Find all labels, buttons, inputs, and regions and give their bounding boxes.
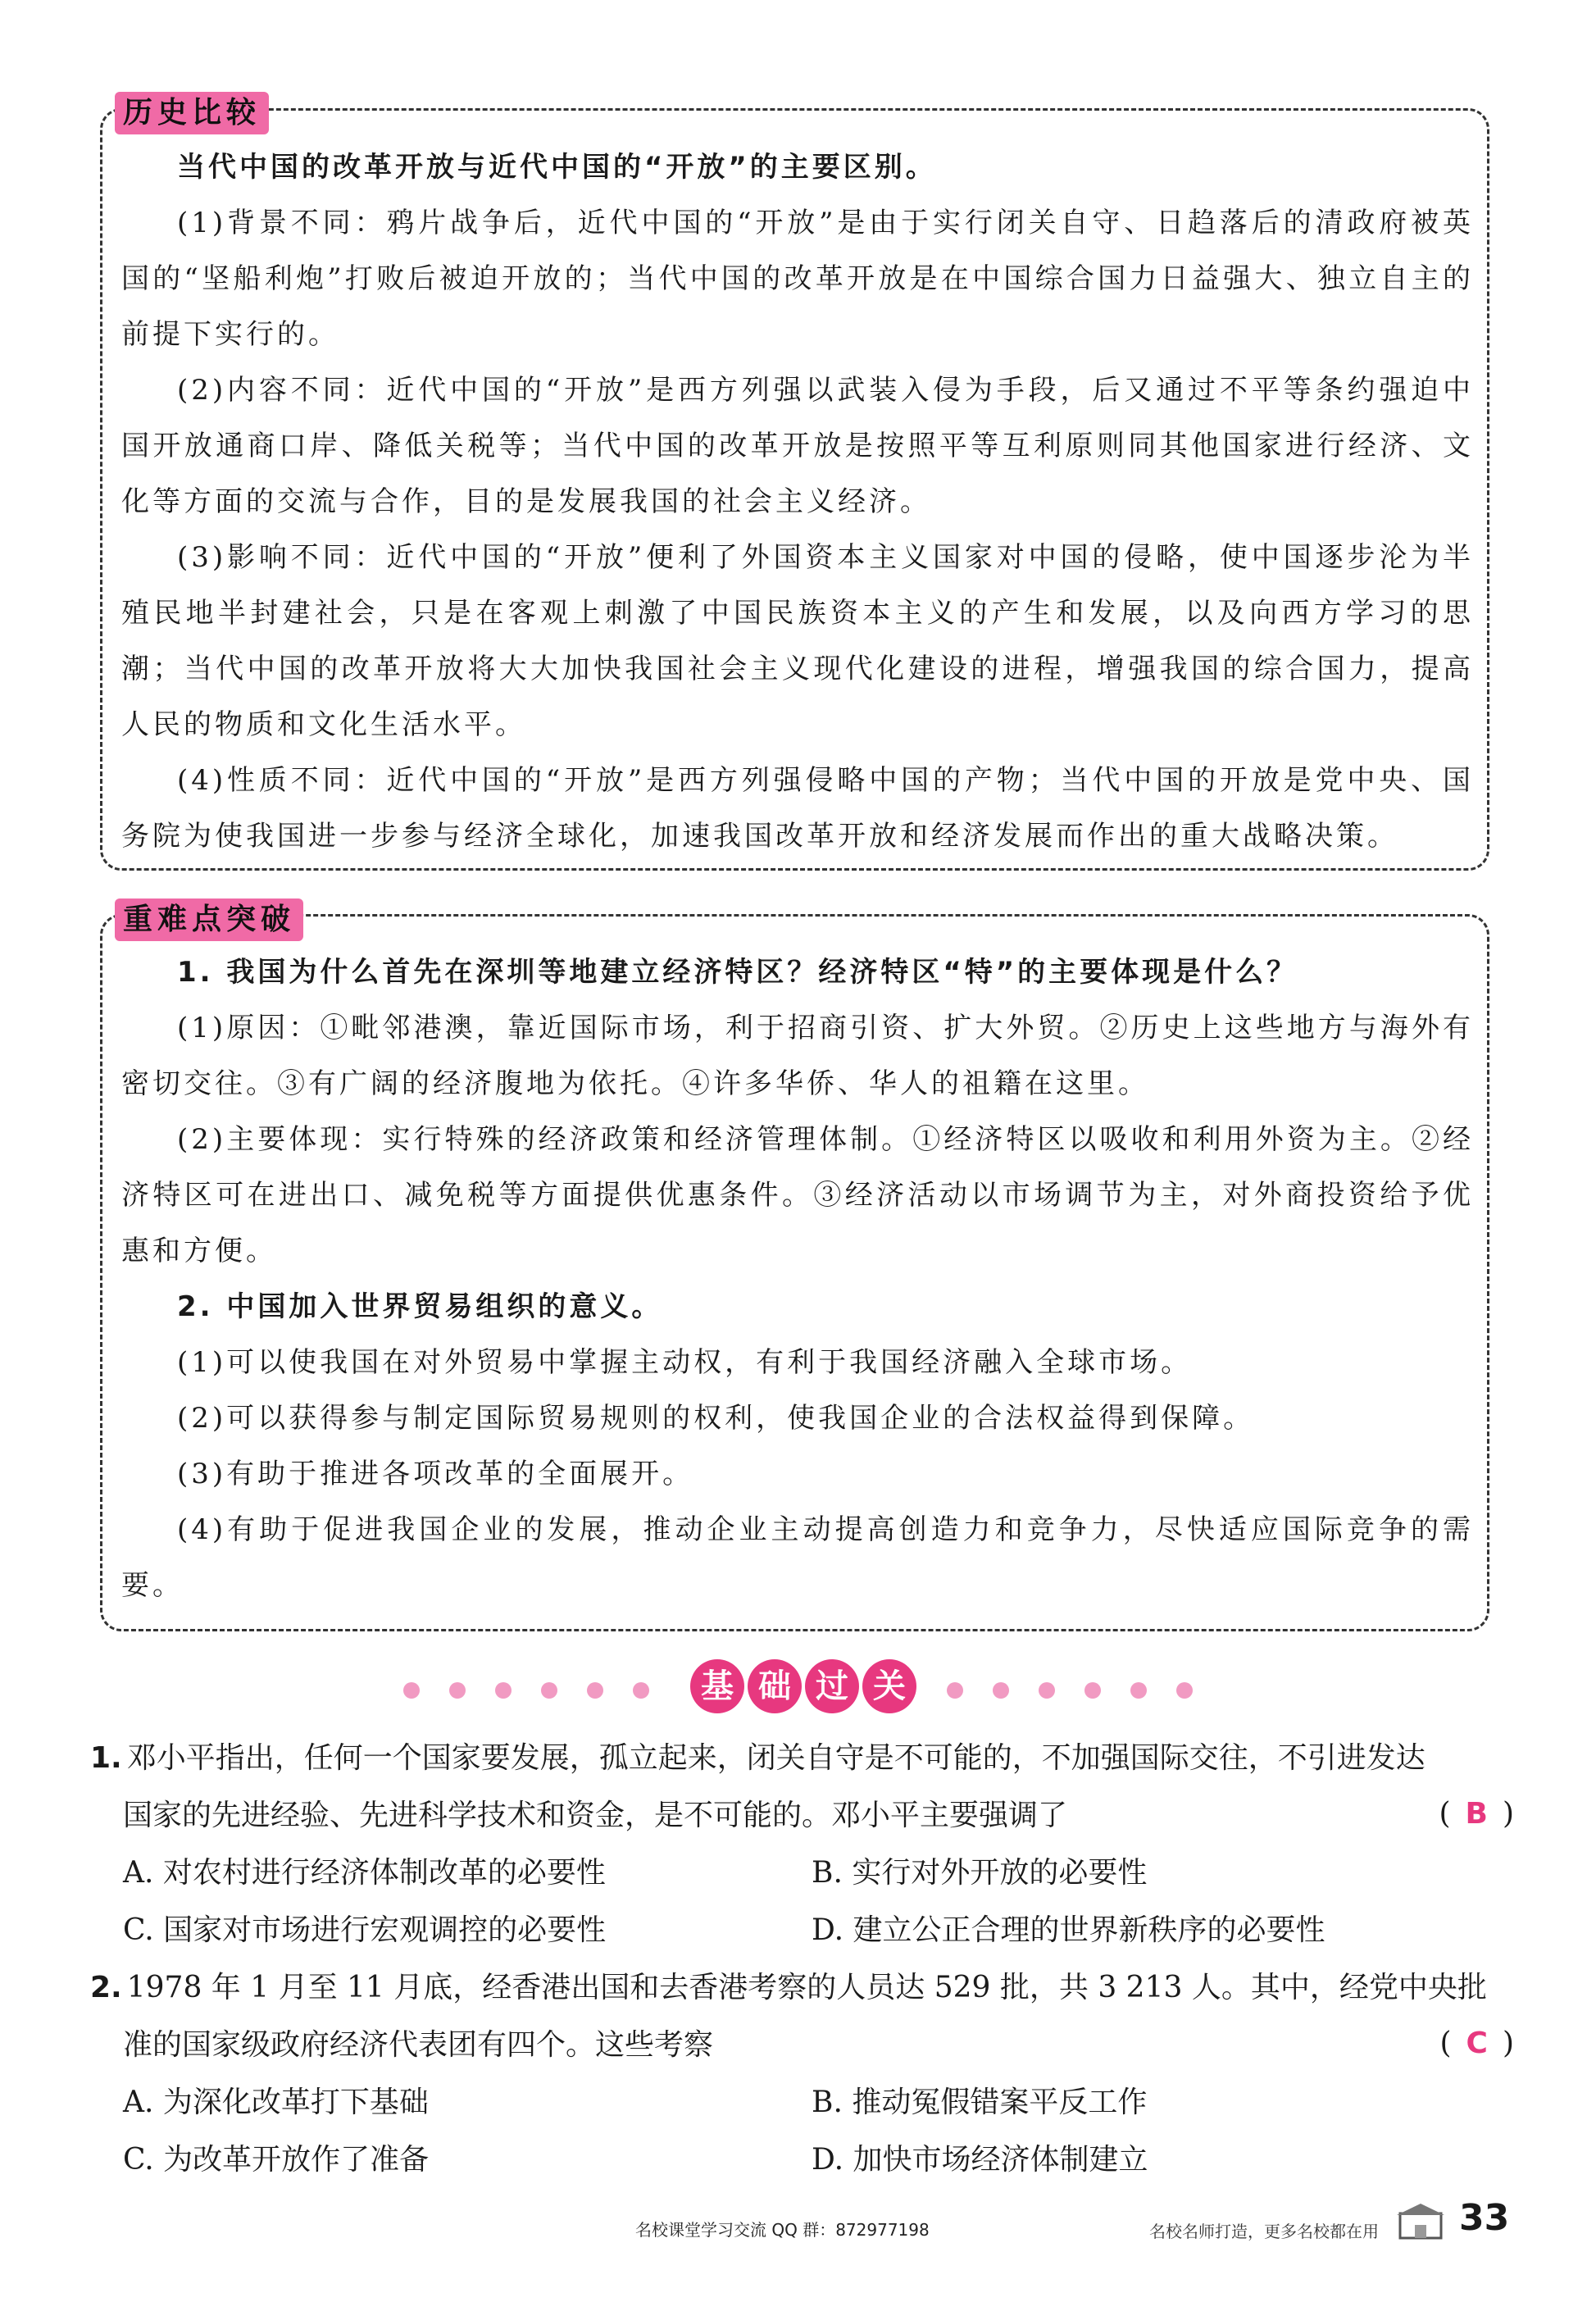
question-1-option-c: C. 国家对市场进行宏观调控的必要性 — [123, 1913, 607, 1947]
footer-qq-group: 名校课堂学习交流 QQ 群：872977198 — [635, 2220, 930, 2240]
question-2-line-1 — [90, 1959, 1500, 2017]
page-number: 33 — [1459, 2197, 1510, 2239]
section1-paragraph-1: (1)背景不同：鸦片战争后，近代中国的“开放”是由于实行闭关自守、日趋落后的清政府被英国的“坚船利炮”打败后被迫开放的；当代中国的改革开放是在中国综合国力日益强大、独立自主的前提下实行的。 — [121, 207, 1474, 351]
question-1-option-d: D. 建立公正合理的世界新秩序的必要性 — [812, 1913, 1325, 1947]
decor-dot — [449, 1682, 466, 1699]
question-2-option-b: B. 推动冤假错案平反工作 — [812, 2086, 1148, 2119]
basics-banner — [0, 1659, 1596, 1717]
answer-letter: B — [1465, 1797, 1488, 1831]
question-text: 1978 年 1 月至 11 月底，经香港出国和去香港考察的人员达 529 批，共 3 213 人。其中，经党中央批 — [126, 1971, 1487, 2004]
footer-slogan: 名校名师打造，更多名校都在用 — [1149, 2222, 1379, 2241]
question-2-option-a: A. 为深化改革打下基础 — [123, 2086, 429, 2119]
banner-char: 础 — [748, 1659, 802, 1713]
key-answer-1b: (2)主要体现：实行特殊的经济政策和经济管理体制。①经济特区以吸收和利用外资为主。②经济特区可在进出口、减免税等方面提供优惠条件。③经济活动以市场调节为主，对外商投资给予优惠和方便。 — [121, 1123, 1474, 1267]
school-logo-icon — [1394, 2202, 1448, 2245]
section1-heading: 当代中国的改革开放与近代中国的“开放”的主要区别。 — [177, 151, 937, 184]
question-text: 邓小平指出，任何一个国家要发展，孤立起来，闭关自守是不可能的，不加强国际交往，不引进发达 — [126, 1741, 1425, 1775]
section-title-history-comparison: 历史比较 — [115, 92, 269, 134]
section1-paragraph-3: (3)影响不同：近代中国的“开放”便利了外国资本主义国家对中国的侵略，使中国逐步沦为半殖民地半封建社会，只是在客观上刺激了中国民族资本主义的产生和发展，以及向西方学习的思潮；当代中国的改革开放将大大加快我国社会主义现代化建设的进程，增强我国的综合国力，提高人民的物质和文化生活水平。 — [121, 541, 1474, 741]
question-number: 1. — [90, 1741, 122, 1775]
question-1-answer: ( B ) — [1439, 1797, 1514, 1831]
answer-letter: C — [1466, 2027, 1488, 2060]
question-2-answer: ( C ) — [1439, 2027, 1514, 2060]
banner-char: 基 — [690, 1659, 744, 1713]
section1-paragraph-2: (2)内容不同：近代中国的“开放”是西方列强以武装入侵为手段，后又通过不平等条约强迫中国开放通商口岸、降低关税等；当代中国的改革开放是按照平等互利原则同其他国家进行经济、文化等方面的交流与合作，目的是发展我国的社会主义经济。 — [121, 374, 1474, 518]
key-answer-1a: (1)原因：①毗邻港澳，靠近国际市场，利于招商引资、扩大外贸。②历史上这些地方与海外有密切交往。③有广阔的经济腹地为依托。④许多华侨、华人的祖籍在这里。 — [121, 1012, 1474, 1100]
question-2-option-c: C. 为改革开放作了准备 — [123, 2143, 430, 2177]
decor-dot — [1084, 1682, 1101, 1699]
key-answer-2b: (2)可以获得参与制定国际贸易规则的权利，使我国企业的合法权益得到保障。 — [177, 1402, 1255, 1435]
question-1-line-1 — [90, 1730, 1500, 1787]
question-2-option-d: D. 加快市场经济体制建立 — [812, 2143, 1148, 2177]
decor-dot — [993, 1682, 1009, 1699]
question-2-line-2: 准的国家级政府经济代表团有四个。这些考察 — [123, 2028, 714, 2062]
banner-char: 关 — [862, 1659, 916, 1713]
section-title-key-points: 重难点突破 — [115, 898, 303, 941]
banner-char: 过 — [805, 1659, 859, 1713]
decor-dot — [633, 1682, 649, 1699]
key-question-2: 2. 中国加入世界贸易组织的意义。 — [177, 1290, 663, 1323]
decor-dot — [587, 1682, 603, 1699]
decor-dot — [1039, 1682, 1055, 1699]
question-number: 2. — [90, 1971, 122, 2004]
decor-dot — [947, 1682, 963, 1699]
key-answer-2d: (4)有助于促进我国企业的发展，推动企业主动提高创造力和竞争力，尽快适应国际竞争的需要。 — [121, 1513, 1474, 1602]
basics-banner-title — [690, 1659, 918, 1717]
key-answer-2c: (3)有助于推进各项改革的全面展开。 — [177, 1458, 694, 1490]
question-1-option-b: B. 实行对外开放的必要性 — [812, 1856, 1148, 1890]
decor-dot — [1176, 1682, 1193, 1699]
section1-paragraph-4: (4)性质不同：近代中国的“开放”是西方列强侵略中国的产物；当代中国的开放是党中央、国务院为使我国进一步参与经济全球化，加速我国改革开放和经济发展而作出的重大战略决策。 — [121, 764, 1474, 853]
decor-dot — [1130, 1682, 1147, 1699]
question-1-line-2: 国家的先进经验、先进科学技术和资金，是不可能的。邓小平主要强调了 — [123, 1799, 1068, 1832]
decor-dot — [495, 1682, 512, 1699]
key-question-1: 1. 我国为什么首先在深圳等地建立经济特区？经济特区“特”的主要体现是什么？ — [177, 956, 1298, 989]
question-1-option-a: A. 对农村进行经济体制改革的必要性 — [123, 1856, 606, 1890]
decor-dot — [541, 1682, 557, 1699]
key-answer-2a: (1)可以使我国在对外贸易中掌握主动权，有利于我国经济融入全球市场。 — [177, 1346, 1193, 1379]
decor-dot — [403, 1682, 420, 1699]
